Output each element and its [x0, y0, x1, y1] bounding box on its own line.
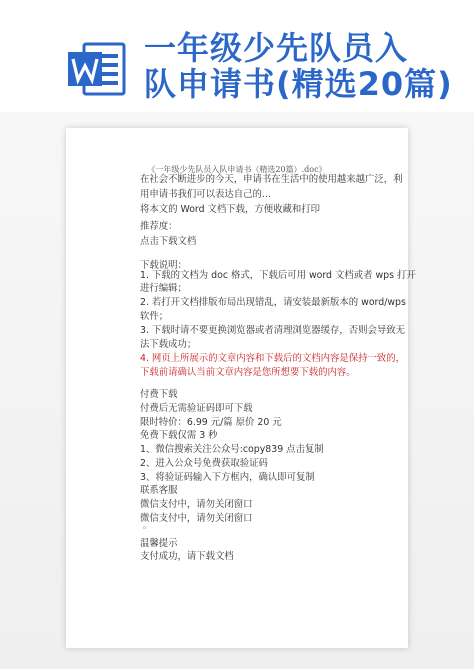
step-1: 1、微信搜索关注公众号:copy839 点击复制	[140, 444, 324, 455]
intro-line-2: 用申请书我们可以表达自己的...	[140, 189, 271, 200]
document-page	[66, 128, 416, 648]
wechat-status-2: 微信支付中，请勿关闭窗口	[140, 513, 253, 524]
instruction-3b: 法下载成功；	[140, 339, 197, 350]
tip-title: 温馨提示	[140, 538, 178, 549]
word-document-icon	[66, 38, 128, 100]
step-2: 2、进入公众号免费获取验证码	[140, 458, 268, 469]
header-banner	[0, 0, 474, 112]
support-title: 联系客服	[140, 485, 178, 496]
document-body	[66, 128, 416, 648]
intro-line-1: 在社会不断进步的今天，申请书在生活中的使用越来越广泛，利	[140, 174, 403, 185]
title-line-2: 队申请书(精选20篇)	[144, 65, 453, 103]
free-download-title: 免费下载仅需 3 秒	[140, 430, 218, 441]
tip-text: 支付成功，请下载文档	[140, 551, 234, 562]
instruction-3a: 3. 下载时请不要更换浏览器或者清理浏览器缓存，否则会导致无	[140, 325, 406, 336]
recommend-label: 推荐度：	[140, 221, 178, 232]
document-filename: 《一年级少先队员入队申请书（精选20篇）.doc》	[147, 165, 327, 174]
instruction-4a: 4. 网页上所展示的文章内容和下载后的文档内容是保持一致的，	[140, 353, 406, 364]
wechat-status-1: 微信支付中，请勿关闭窗口	[140, 499, 253, 510]
instruction-2b: 软件；	[140, 311, 169, 322]
intro-line-3: 将本文的 Word 文档下载，方便收藏和打印	[140, 204, 321, 215]
instruction-1b: 进行编辑；	[140, 283, 187, 294]
instruction-2a: 2. 若打开文档排版布局出现错乱，请安装最新版本的 word/wps	[140, 297, 406, 308]
instruction-4b: 下载前请确认当前文章内容是您所想要下载的内容。	[140, 367, 356, 378]
page-title	[144, 30, 464, 102]
title-line-1: 一年级少先队员入	[144, 29, 409, 67]
step-3: 3、将验证码输入下方框内，确认即可复制	[140, 472, 315, 483]
bullet-dot: ◦	[142, 524, 148, 534]
instructions-title: 下载说明：	[140, 260, 187, 271]
price-text: 限时特价：6.99 元/篇 原价 20 元	[140, 417, 282, 428]
paid-download-title: 付费下载	[140, 389, 178, 400]
instruction-1a: 1. 下载的文档为 doc 格式，下载后可用 word 文档或者 wps 打开	[140, 270, 416, 281]
paid-download-desc: 付费后无需验证码即可下载	[140, 403, 253, 414]
download-document-link[interactable]: 点击下载文档	[140, 236, 197, 247]
